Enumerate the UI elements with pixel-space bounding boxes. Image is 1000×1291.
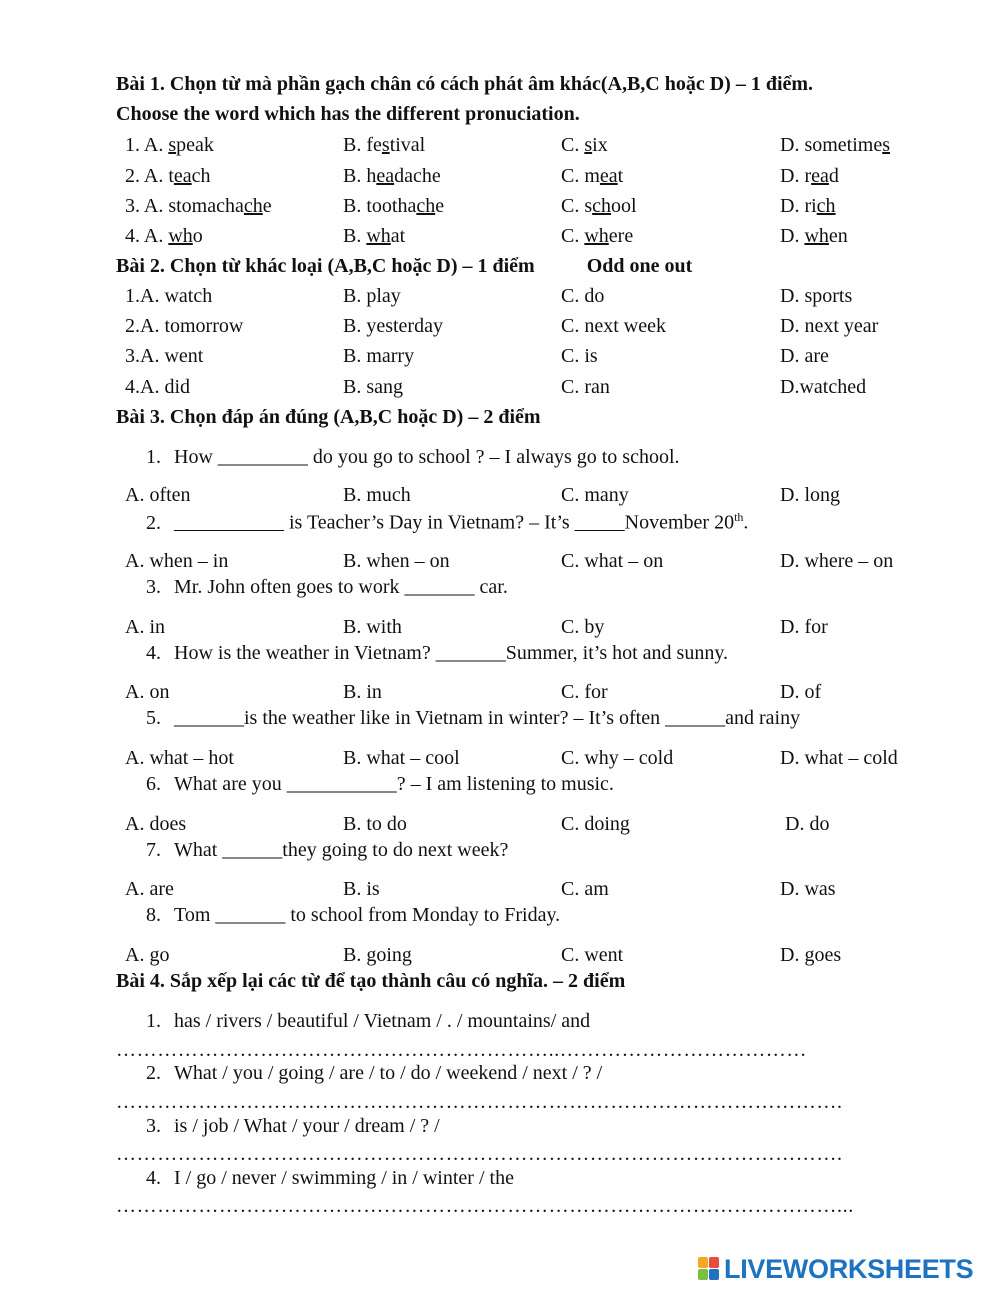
option: C. ran xyxy=(561,376,610,398)
underlined-part: ea xyxy=(599,165,618,187)
question-text: _______is the weather like in Vietnam in winter? – It’s often ______and rainy xyxy=(174,707,801,729)
question-number: 2. xyxy=(146,511,161,534)
underlined-part: ea xyxy=(173,165,192,187)
underlined-part: wh xyxy=(168,225,193,247)
word-part: ix xyxy=(592,134,608,156)
odd-one-out-row xyxy=(0,315,1000,341)
question xyxy=(146,707,800,730)
answer-option: C. what – on xyxy=(561,550,664,572)
underlined-part: s xyxy=(882,134,891,156)
answer-option: C. went xyxy=(561,944,624,966)
liveworksheets-logo-icon xyxy=(698,1257,720,1281)
word-part: dache xyxy=(394,165,441,187)
word-part: sometime xyxy=(804,134,883,156)
option-prefix: 1. A. xyxy=(125,134,169,156)
underlined-part: wh xyxy=(804,225,829,247)
answer-option: A. are xyxy=(125,878,174,900)
option-prefix: C. xyxy=(561,225,585,247)
answer-option: C. doing xyxy=(561,813,630,835)
answer-line: ……………………………………………………………………………………………. xyxy=(116,1143,843,1165)
underlined-part: ch xyxy=(592,195,612,217)
question-text: ___________ is Teacher’s Day in Vietnam? – It’s _____November 20 xyxy=(174,511,735,534)
option: B. play xyxy=(343,285,401,307)
word-part: e xyxy=(435,195,445,217)
sentence-item xyxy=(146,1010,590,1033)
question-number: 1. xyxy=(146,446,161,468)
section-4-title: Bài 4. Sắp xếp lại các từ để tạo thành câu có nghĩa. – 2 điểm xyxy=(116,970,626,992)
option xyxy=(561,225,633,248)
question xyxy=(146,839,508,862)
word-part: d xyxy=(828,165,839,187)
word-part: ere xyxy=(608,225,634,247)
answer-option: C. many xyxy=(561,484,629,506)
option xyxy=(561,134,608,157)
item-number: 2. xyxy=(146,1062,161,1084)
answer-line: ………………………………………………………..……………………………… xyxy=(116,1039,807,1061)
answer-line: ……………………………………………………………………………………………. xyxy=(116,1091,843,1113)
question-number: 3. xyxy=(146,576,161,598)
word-part: at xyxy=(390,225,406,247)
odd-one-out-row xyxy=(0,285,1000,311)
section-2-subtitle: Odd one out xyxy=(586,255,693,277)
question-text: What are you ___________? – I am listening to music. xyxy=(174,773,614,795)
answer-option: D. what – cold xyxy=(780,747,898,769)
option: 3.A. went xyxy=(125,345,204,367)
word-part: m xyxy=(584,165,600,187)
option xyxy=(780,134,890,157)
answer-option: A. what – hot xyxy=(125,747,234,769)
question xyxy=(146,446,680,469)
option: D.watched xyxy=(780,376,867,398)
word-part: stomacha xyxy=(168,195,244,217)
odd-one-out-row xyxy=(0,345,1000,371)
section-2-title-text: Bài 2. Chọn từ khác loại (A,B,C hoặc D) – 1 điểm xyxy=(116,255,535,277)
scrambled-words: What / you / going / are / to / do / weekend / next / ? / xyxy=(174,1062,603,1084)
option: 2.A. tomorrow xyxy=(125,315,244,337)
answer-option: D. for xyxy=(780,616,828,638)
word-part: ch xyxy=(191,165,211,187)
option: C. is xyxy=(561,345,598,367)
option xyxy=(125,195,272,218)
answer-option: A. does xyxy=(125,813,187,835)
word-part: r xyxy=(804,165,812,187)
answer-option: C. for xyxy=(561,681,608,703)
answer-options-row xyxy=(0,944,1000,970)
scrambled-words: has / rivers / beautiful / Vietnam / . / mountains/ and xyxy=(174,1010,591,1032)
option: D. are xyxy=(780,345,829,367)
option-prefix: D. xyxy=(780,225,805,247)
option-prefix: D. xyxy=(780,195,805,217)
option-prefix: 4. A. xyxy=(125,225,169,247)
option xyxy=(343,225,405,248)
word-part: o xyxy=(192,225,203,247)
word-part: s xyxy=(584,195,593,217)
answer-option: D. of xyxy=(780,681,822,703)
superscript: th xyxy=(734,510,744,524)
option: C. next week xyxy=(561,315,666,337)
word-part: h xyxy=(366,165,377,187)
answer-option: B. going xyxy=(343,944,412,966)
question xyxy=(146,510,748,535)
sentence-item xyxy=(146,1062,602,1085)
option xyxy=(561,195,637,218)
sentence-item xyxy=(146,1167,514,1190)
option xyxy=(343,165,441,188)
underlined-part: wh xyxy=(366,225,391,247)
answer-option: A. often xyxy=(125,484,191,506)
answer-option: B. much xyxy=(343,484,411,506)
pronunciation-row xyxy=(0,134,1000,160)
option-prefix: C. xyxy=(561,165,585,187)
question-tail: . xyxy=(743,511,749,534)
word-part: peak xyxy=(176,134,214,156)
question-text: Tom _______ to school from Monday to Friday. xyxy=(174,904,561,926)
liveworksheets-logo xyxy=(698,1255,973,1283)
underlined-part: wh xyxy=(584,225,609,247)
underlined-part: s xyxy=(168,134,177,156)
answer-option: D. where – on xyxy=(780,550,894,572)
answer-options-row xyxy=(0,878,1000,904)
answer-options-row xyxy=(0,747,1000,773)
logo-text: LIVEWORKSHEETS xyxy=(724,1253,974,1284)
pronunciation-row xyxy=(0,195,1000,221)
option-prefix: B. xyxy=(343,134,367,156)
option xyxy=(561,165,623,188)
answer-option: B. is xyxy=(343,878,380,900)
answer-option: A. go xyxy=(125,944,170,966)
question-number: 6. xyxy=(146,773,161,795)
answer-options-row xyxy=(0,681,1000,707)
section-3-title: Bài 3. Chọn đáp án đúng (A,B,C hoặc D) – 2 điểm xyxy=(116,406,541,428)
section-1-subtitle: Choose the word which has the different pronuciation. xyxy=(116,103,580,125)
option-prefix: D. xyxy=(780,134,805,156)
word-part: tival xyxy=(389,134,426,156)
answer-option: D. was xyxy=(780,878,836,900)
item-number: 1. xyxy=(146,1010,161,1032)
pronunciation-row xyxy=(0,165,1000,191)
answer-option: B. to do xyxy=(343,813,407,835)
question-text: Mr. John often goes to work _______ car. xyxy=(174,576,508,598)
answer-options-row xyxy=(0,484,1000,510)
option-prefix: D. xyxy=(780,165,805,187)
item-number: 4. xyxy=(146,1167,161,1189)
underlined-part: ch xyxy=(416,195,436,217)
answer-option: A. in xyxy=(125,616,165,638)
question-number: 7. xyxy=(146,839,161,861)
answer-option: D. goes xyxy=(780,944,842,966)
answer-options-row xyxy=(0,813,1000,839)
question-number: 4. xyxy=(146,642,161,664)
answer-option: D. long xyxy=(780,484,840,506)
answer-option: C. why – cold xyxy=(561,747,674,769)
answer-option: D. do xyxy=(785,813,830,835)
option: D. next year xyxy=(780,315,879,337)
option xyxy=(780,225,848,248)
question-text: How is the weather in Vietnam? _______Summer, it’s hot and sunny. xyxy=(174,642,729,664)
word-part: fe xyxy=(366,134,382,156)
option: D. sports xyxy=(780,285,853,307)
word-part: e xyxy=(262,195,272,217)
option: 4.A. did xyxy=(125,376,190,398)
underlined-part: s xyxy=(584,134,593,156)
option: 1.A. watch xyxy=(125,285,213,307)
underlined-part: ea xyxy=(811,165,829,187)
option-prefix: 3. A. xyxy=(125,195,169,217)
word-part: t xyxy=(617,165,624,187)
word-part: en xyxy=(828,225,848,247)
option: B. yesterday xyxy=(343,315,443,337)
option xyxy=(343,134,425,157)
option-prefix: 2. A. xyxy=(125,165,169,187)
question xyxy=(146,576,508,599)
sentence-item xyxy=(146,1115,440,1138)
answer-options-row xyxy=(0,550,1000,576)
section-2-title xyxy=(116,255,692,278)
answer-option: B. in xyxy=(343,681,382,703)
underlined-part: s xyxy=(381,134,390,156)
question xyxy=(146,642,728,665)
question-number: 5. xyxy=(146,707,161,729)
option xyxy=(125,165,211,188)
answer-option: C. by xyxy=(561,616,605,638)
option xyxy=(343,195,444,218)
question xyxy=(146,904,560,927)
question-text: How _________ do you go to school ? – I always go to school. xyxy=(174,446,680,468)
answer-option: A. on xyxy=(125,681,170,703)
option xyxy=(780,195,836,218)
scrambled-words: I / go / never / swimming / in / winter / the xyxy=(174,1167,514,1189)
underlined-part: ch xyxy=(816,195,836,217)
odd-one-out-row xyxy=(0,376,1000,402)
question-number: 8. xyxy=(146,904,161,926)
item-number: 3. xyxy=(146,1115,161,1137)
answer-line: ……………………………………………………………………………………………... xyxy=(116,1195,854,1217)
word-part: t xyxy=(168,165,174,187)
scrambled-words: is / job / What / your / dream / ? / xyxy=(174,1115,440,1137)
option: B. marry xyxy=(343,345,415,367)
answer-option: B. what – cool xyxy=(343,747,460,769)
option-prefix: B. xyxy=(343,195,367,217)
answer-option: A. when – in xyxy=(125,550,229,572)
question-text: What ______they going to do next week? xyxy=(174,839,509,861)
option: C. do xyxy=(561,285,605,307)
word-part: tootha xyxy=(366,195,417,217)
word-part: ri xyxy=(804,195,817,217)
option xyxy=(125,225,203,248)
underlined-part: ea xyxy=(376,165,395,187)
option-prefix: C. xyxy=(561,195,585,217)
answer-option: B. with xyxy=(343,616,402,638)
option: B. sang xyxy=(343,376,403,398)
section-1-title: Bài 1. Chọn từ mà phần gạch chân có cách phát âm khác(A,B,C hoặc D) – 1 điểm. xyxy=(116,73,814,95)
answer-option: C. am xyxy=(561,878,609,900)
option xyxy=(125,134,214,157)
word-part: ool xyxy=(611,195,637,217)
pronunciation-row xyxy=(0,225,1000,251)
option-prefix: B. xyxy=(343,225,367,247)
option-prefix: C. xyxy=(561,134,585,156)
option-prefix: B. xyxy=(343,165,367,187)
question xyxy=(146,773,614,796)
answer-options-row xyxy=(0,616,1000,642)
answer-option: B. when – on xyxy=(343,550,450,572)
underlined-part: ch xyxy=(243,195,263,217)
option xyxy=(780,165,839,188)
